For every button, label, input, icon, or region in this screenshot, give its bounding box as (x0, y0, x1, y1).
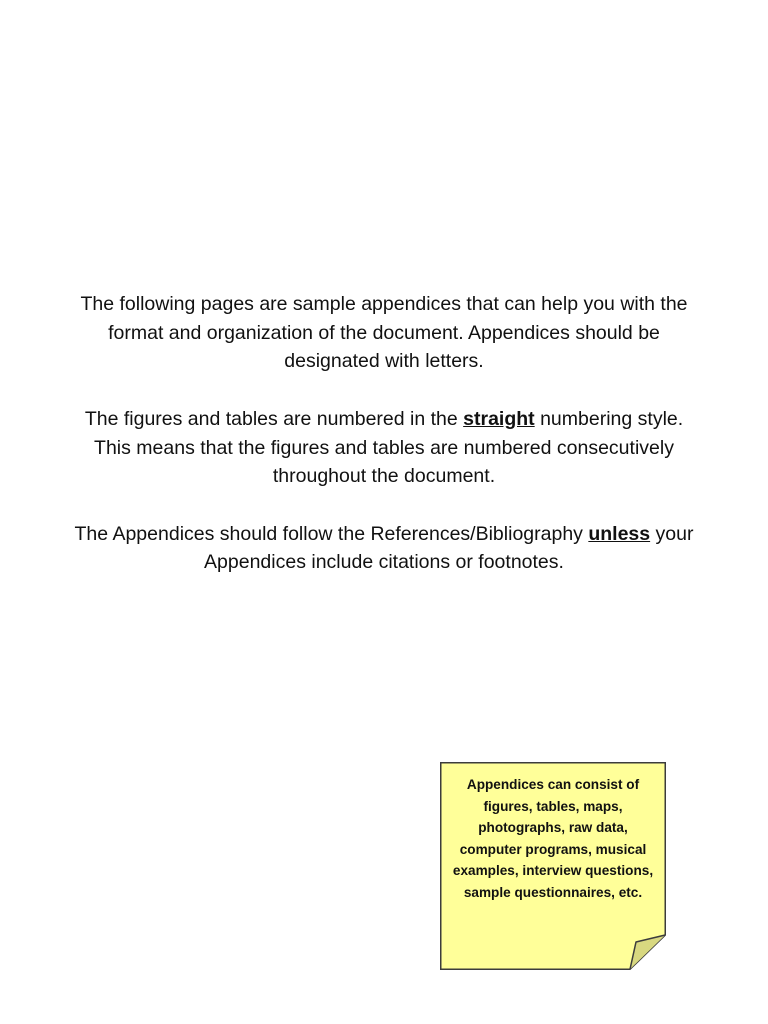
paragraph-numbering-start: The figures and tables are numbered in the (84, 407, 464, 430)
sticky-note-text: Appendices can consist of figures, tables, maps, photographs, raw data, computer programs, musical examples, interview questions, sample questionnaires, etc. (452, 777, 654, 900)
sticky-note (440, 762, 666, 970)
paragraph-order-end: your Appendices include citations or footnotes. (204, 522, 694, 574)
paragraph-intro: The following pages are sample appendices that can help you with the format and organization of the document. Appendices should be designated with letters. (80, 293, 688, 373)
body-text (70, 290, 698, 577)
paragraph-numbering (70, 405, 698, 491)
emphasis-unless: unless (588, 522, 651, 545)
emphasis-straight: straight (463, 407, 535, 430)
paragraph-order-start: The Appendices should follow the References/Bibliography (74, 522, 589, 545)
paragraph-numbering-end: numbering style. This means that the figures and tables are numbered consecutively throughout the document. (94, 407, 684, 488)
paragraph-order (70, 520, 698, 577)
